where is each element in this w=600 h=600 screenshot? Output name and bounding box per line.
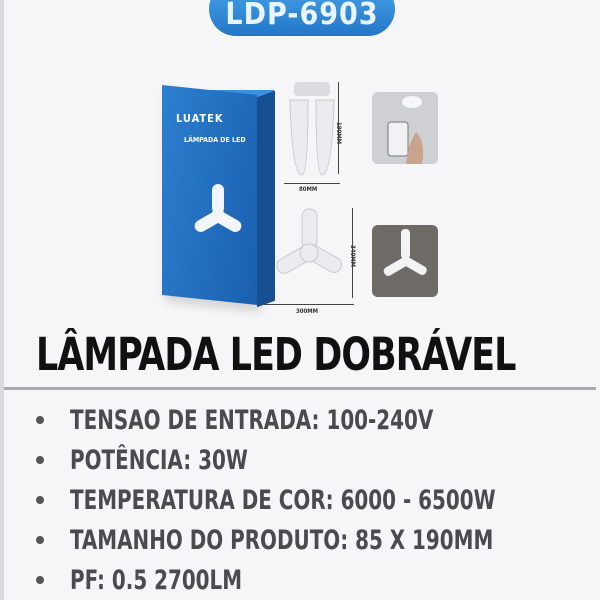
list-item [36,560,589,600]
lamp-photo-icon [372,225,438,297]
spec-list [36,400,589,600]
spec-text: TENSAO DE ENTRADA: 100-240V [70,404,434,436]
photo-lamp-open [372,225,438,297]
spec-text: PF: 0.5 2700LM [70,564,243,596]
box-brand: LUATEK [176,112,224,125]
list-item [36,440,589,480]
bullet-icon [36,576,44,584]
spec-text: TEMPERATURA DE COR: 6000 - 6500W [70,484,496,516]
open-height-label: 340MM [349,245,356,268]
spec-text: TAMANHO DO PRODUTO: 85 X 190MM [70,524,494,556]
bullet-icon [36,416,44,424]
bullet-icon [36,536,44,544]
list-item [36,400,589,440]
folded-lamp-icon [282,80,342,180]
phone-hand-icon [372,92,438,164]
model-badge [209,0,395,36]
width-dimension-line [284,183,340,184]
divider [4,387,596,390]
open-width-dimension-line [264,304,354,305]
spec-text: POTÊNCIA: 30W [70,444,248,476]
list-item [36,520,589,560]
bullet-icon [36,456,44,464]
model-number: LDP-6903 [225,0,379,32]
photo-lamp-ceiling [372,92,438,164]
bullet-icon [36,496,44,504]
width-label: 80MM [299,186,318,193]
list-item [36,480,589,520]
open-width-label: 300MM [296,308,319,315]
height-label: 190MM [335,122,342,145]
open-lamp-icon [262,205,357,300]
product-image [154,70,454,320]
box-title: LÂMPADA DE LED [184,136,246,144]
box-bulb-icon [182,180,252,250]
page-title: LÂMPADA LED DOBRÁVEL [36,328,516,381]
